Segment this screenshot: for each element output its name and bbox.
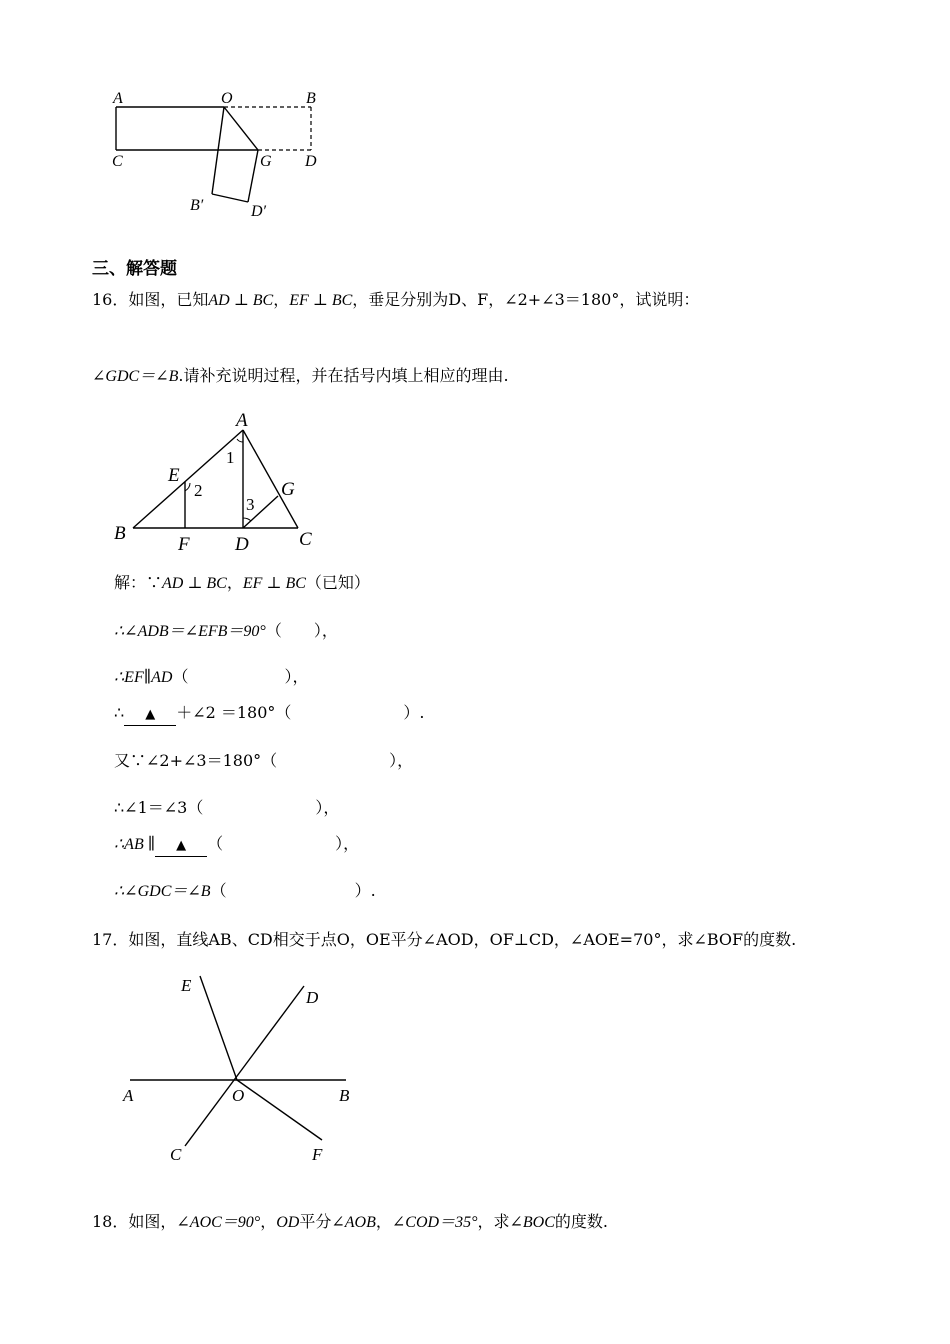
proof-3-reason: （ ） — [172, 667, 293, 686]
proof-8-math: ∴∠GDC＝∠B — [114, 883, 211, 900]
label-G: G — [260, 153, 272, 170]
proof-7-reason: （ ） — [207, 834, 344, 853]
q16-cond1: AD ⊥ BC — [208, 292, 274, 309]
label-D: D — [235, 534, 249, 555]
ray-OF — [237, 1080, 322, 1140]
proof-line-4 — [114, 703, 425, 726]
q17-statement — [92, 930, 796, 950]
label-angle-1: 1 — [226, 448, 235, 467]
label-C: C — [112, 153, 123, 170]
angle-arc-3 — [243, 518, 251, 521]
proof-line-2 — [114, 621, 338, 642]
label-F: F — [178, 534, 190, 555]
proof-8-end: . — [370, 881, 376, 900]
q16-statement-line1 — [92, 290, 699, 311]
proof-5-end: ， — [397, 751, 414, 770]
q17-text: 如图，直线AB、CD相交于点O，OE平分∠AOD，OF⊥CD，∠AOE=70°，求∠BOF的度数. — [128, 930, 797, 949]
proof-1-math2: EF ⊥ BC — [242, 575, 306, 592]
q18-m1: ∠AOC＝90° — [176, 1214, 261, 1231]
label-A: A — [236, 410, 248, 431]
proof-7-pre: ∴AB ∥ — [114, 836, 156, 853]
label-A: A — [123, 1086, 134, 1105]
label-C: C — [299, 529, 312, 550]
section-heading: 三、解答题 — [92, 259, 177, 279]
q18-m3: ∠AOB — [331, 1214, 376, 1231]
q16-cond3: ∠2+∠3＝180° — [504, 290, 620, 309]
proof-line-8 — [114, 881, 376, 902]
q16-statement-line2 — [92, 366, 509, 387]
q18-statement — [92, 1212, 608, 1233]
answer-blank-7[interactable]: ▲ — [155, 836, 207, 857]
q18-sep1: ， — [260, 1212, 277, 1231]
q16-number: 16． — [92, 290, 129, 309]
label-B: B — [339, 1086, 350, 1105]
answer-blank-4[interactable]: ▲ — [124, 705, 176, 726]
proof-line-3 — [114, 667, 308, 688]
proof-4-math: ＋∠2 ＝180° — [176, 703, 276, 722]
side-AB — [133, 430, 243, 528]
proof-2-math: ∴∠ADB＝∠EFB＝90° — [114, 623, 266, 640]
angle-arc-1 — [237, 439, 243, 442]
q17-number: 17． — [92, 930, 129, 949]
proof-1-math: AD ⊥ BC — [162, 575, 227, 592]
ray-OE — [200, 976, 237, 1080]
q16-text-c: ，试说明： — [619, 290, 700, 309]
q18-number: 18． — [92, 1212, 129, 1231]
proof-line-6 — [114, 798, 339, 818]
proof-1-reason: （已知） — [305, 573, 370, 592]
label-B: B — [306, 90, 316, 107]
edge-DprimeG — [248, 150, 258, 202]
label-angle-2: 2 — [194, 481, 203, 500]
proof-5-math: 又∵∠2+∠3＝180° — [114, 751, 262, 770]
angle-arc-2 — [185, 483, 190, 491]
q18-text-b: 平分 — [299, 1212, 332, 1231]
label-A: A — [113, 90, 123, 107]
q18-m4: ∠COD＝35° — [391, 1214, 478, 1231]
proof-3-end: ， — [292, 667, 309, 686]
proof-4-pre: ∴ — [114, 703, 125, 722]
proof-2-end: ， — [321, 621, 338, 640]
figure-intersecting-lines-q17 — [112, 968, 362, 1168]
q18-sep2: ， — [375, 1212, 392, 1231]
line-CD — [185, 986, 304, 1146]
q16-text-a: 如图，已知 — [128, 290, 209, 309]
figure-folded-rectangle — [100, 82, 340, 222]
label-D: D — [306, 988, 319, 1007]
label-C: C — [170, 1145, 182, 1164]
edge-OG — [224, 107, 258, 150]
proof-4-reason: （ ） — [275, 703, 420, 722]
label-F: F — [312, 1145, 323, 1164]
q18-m2: OD — [276, 1214, 300, 1231]
proof-5-reason: （ ） — [261, 751, 398, 770]
proof-line-5 — [114, 751, 413, 771]
q18-m5: ∠BOC — [509, 1214, 555, 1231]
proof-6-end: ， — [323, 798, 340, 817]
proof-6-reason: （ ） — [187, 798, 324, 817]
label-B: B — [114, 523, 126, 544]
q18-text-a: 如图， — [128, 1212, 177, 1231]
proof-4-end: . — [419, 703, 425, 722]
proof-8-reason: （ ） — [210, 881, 371, 900]
label-O: O — [221, 90, 233, 107]
edge-BprimeDprime — [212, 194, 248, 202]
proof-line-7 — [114, 834, 359, 857]
label-E: E — [181, 976, 192, 995]
label-angle-3: 3 — [246, 495, 255, 514]
q18-text-d: 的度数. — [554, 1212, 608, 1231]
q16-cond2: EF ⊥ BC — [289, 292, 353, 309]
proof-7-end: ， — [343, 834, 360, 853]
q16-text-b: ，垂足分别为D、F， — [352, 290, 505, 309]
q18-text-c: ，求 — [477, 1212, 510, 1231]
proof-1-sep: ， — [226, 573, 243, 592]
proof-line-1 — [114, 573, 370, 594]
label-G: G — [281, 479, 295, 500]
q16-text-d: .请补充说明过程，并在括号内填上相应的理由. — [178, 366, 509, 385]
proof-3-math: ∴EF∥AD — [114, 669, 173, 686]
label-Bprime: B′ — [190, 197, 204, 214]
label-O: O — [232, 1086, 245, 1105]
q16-goal: ∠GDC＝∠B — [92, 368, 179, 385]
label-E: E — [168, 465, 180, 486]
proof-2-reason: （ ） — [265, 621, 322, 640]
label-D: D — [305, 153, 317, 170]
q16-sep1: ， — [273, 290, 290, 309]
label-Dprime: D′ — [251, 203, 267, 220]
proof-6-math: ∴∠1＝∠3 — [114, 798, 188, 817]
proof-1-pre: 解：∵ — [114, 573, 163, 592]
figure-triangle-q16 — [108, 408, 333, 558]
